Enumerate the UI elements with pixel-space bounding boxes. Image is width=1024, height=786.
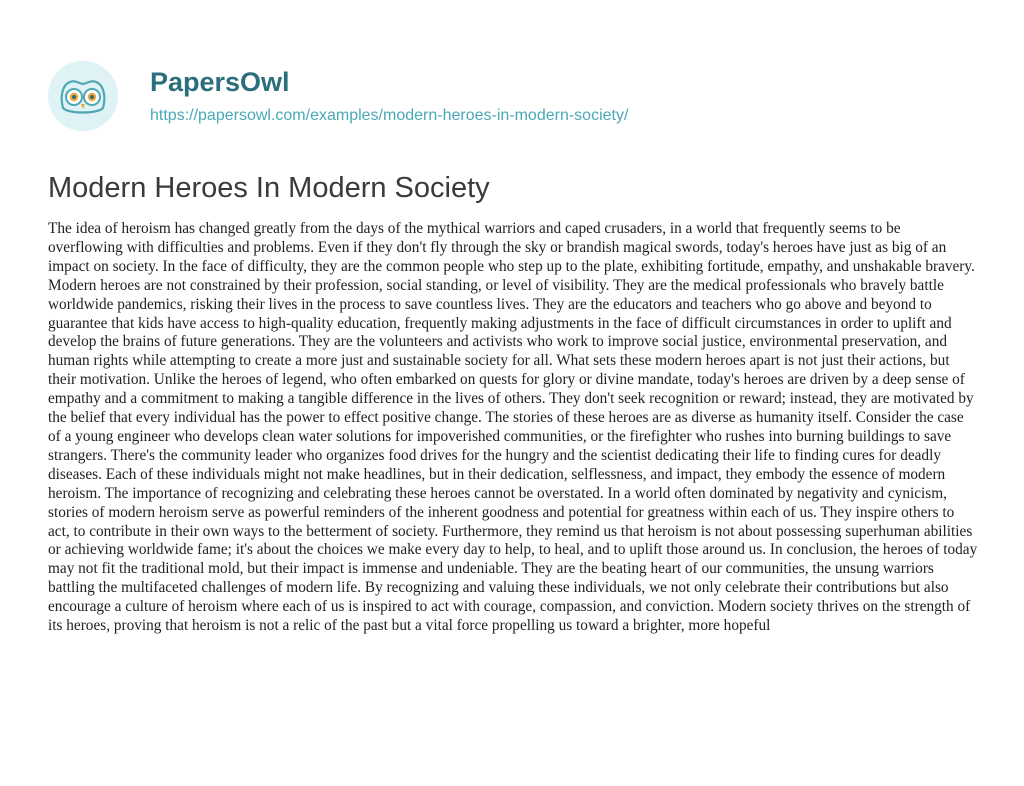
brand-block (150, 66, 628, 126)
owl-logo-icon[interactable] (48, 61, 118, 131)
source-url-link[interactable]: https://papersowl.com/examples/modern-heroes-in-modern-society/ (150, 107, 629, 124)
site-header (48, 60, 628, 132)
page-title: Modern Heroes In Modern Society (48, 172, 490, 204)
brand-name[interactable]: PapersOwl (150, 67, 290, 97)
article-body: The idea of heroism has changed greatly from the days of the mythical warriors and caped crusaders, in a world that frequently seems to be overflowing with difficulties and problems. Even if they don't fly through the sky or brandish magical swords, today's heroes have just as big of an impact on society. In the face of difficulty, they are the common people who step up to the plate, exhibiting fortitude, empathy, and unshakable bravery. Modern heroes are not constrained by their profession, social standing, or level of visibility. They are the medical professionals who bravely battle worldwide pandemics, risking their lives in the process to save countless lives. They are the educators and teachers who go above and beyond to guarantee that kids have access to high-quality education, frequently making adjustments in the face of difficult circumstances in order to uplift and develop the brains of future generations. They are the volunteers and activists who work to improve social justice, environmental preservation, and human rights while attempting to create a more just and sustainable society for all. What sets these modern heroes apart is not just their actions, but their motivation. Unlike the heroes of legend, who often embarked on quests for glory or divine mandate, today's heroes are driven by a deep sense of empathy and a commitment to making a tangible difference in the lives of others. They don't seek recognition or reward; instead, they are motivated by the belief that every individual has the power to effect positive change. The stories of these heroes are as diverse as humanity itself. Consider the case of a young engineer who develops clean water solutions for impoverished communities, or the firefighter who rushes into burning buildings to save strangers. There's the community leader who organizes food drives for the hungry and the scientist dedicating their life to finding cures for deadly diseases. Each of these individuals might not make headlines, but in their dedication, selflessness, and impact, they embody the essence of modern heroism. The importance of recognizing and celebrating these heroes cannot be overstated. In a world often dominated by negativity and cynicism, stories of modern heroism serve as powerful reminders of the inherent goodness and potential for greatness within each of us. They inspire others to act, to contribute in their own ways to the betterment of society. Furthermore, they remind us that heroism is not about possessing superhuman abilities or achieving worldwide fame; it's about the choices we make every day to help, to heal, and to uplift those around us. In conclusion, the heroes of today may not fit the traditional mold, but their impact is immense and undeniable. They are the beating heart of our communities, the unsung warriors battling the multifaceted challenges of modern life. By recognizing and valuing these individuals, we not only celebrate their contributions but also encourage a culture of heroism where each of us is inspired to act with courage, compassion, and conviction. Modern society thrives on the strength of its heroes, proving that heroism is not a relic of the past but a vital force propelling us toward a brighter, more hopeful (48, 220, 978, 635)
owl-logo-graphic (48, 61, 118, 131)
